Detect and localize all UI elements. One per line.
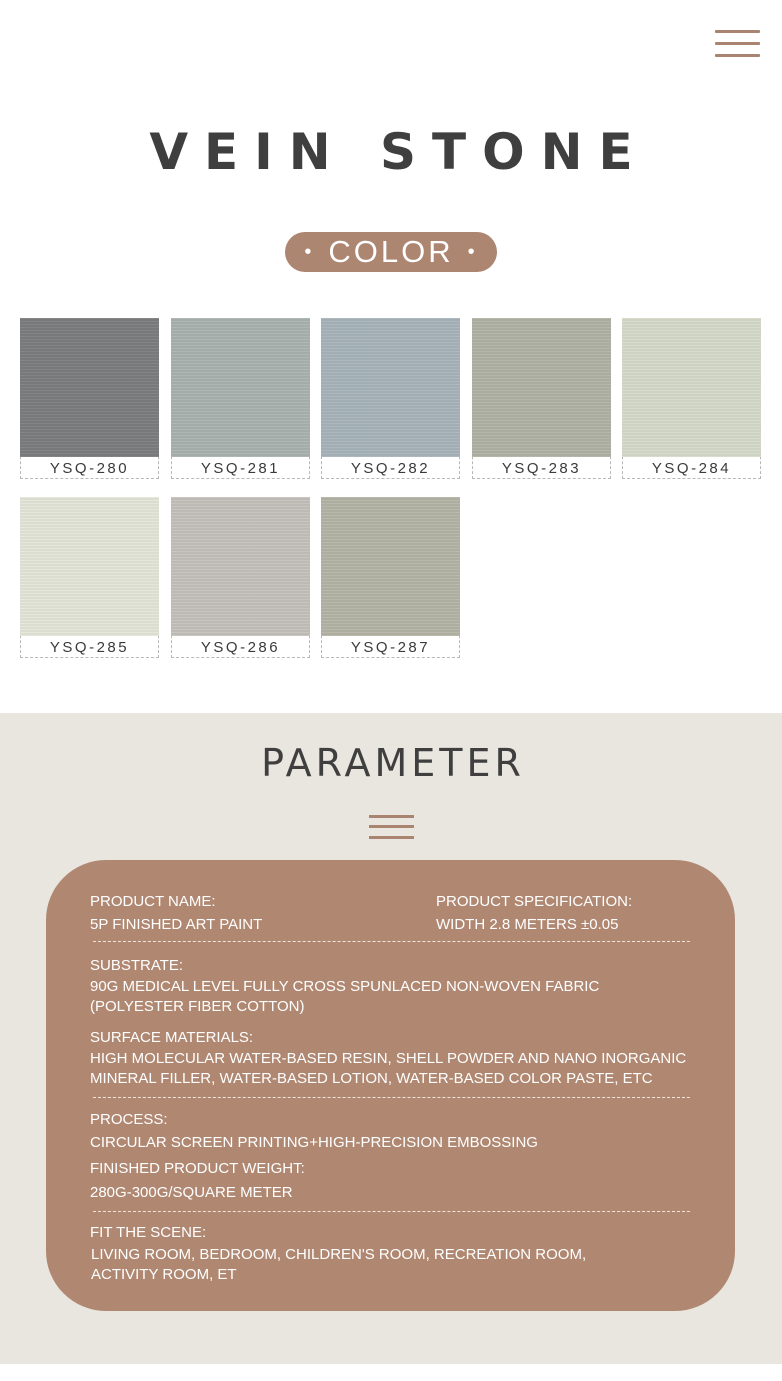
weight-label: FINISHED PRODUCT WEIGHT: <box>90 1160 305 1177</box>
substrate-label: SUBSTRATE: <box>90 957 184 974</box>
scene-line-1: LIVING ROOM, BEDROOM, CHILDREN'S ROOM, RECREATION ROOM, <box>91 1246 587 1263</box>
swatch-code: YSQ-284 <box>651 460 732 477</box>
swatch-code: YSQ-285 <box>49 639 130 656</box>
spec-label: PRODUCT SPECIFICATION: <box>436 893 633 910</box>
divider-line <box>369 825 414 828</box>
hamburger-menu-icon[interactable] <box>715 30 760 58</box>
swatch-image <box>20 497 159 636</box>
dashed-divider <box>93 941 690 942</box>
weight-value: 280G-300G/SQUARE METER <box>90 1184 293 1201</box>
swatch-card[interactable] <box>20 318 159 479</box>
divider-line <box>369 815 414 818</box>
surface-label: SURFACE MATERIALS: <box>90 1029 254 1046</box>
surface-line-2: MINERAL FILLER, WATER-BASED LOTION, WATER-BASED COLOR PASTE, ETC <box>90 1070 653 1087</box>
swatch-image <box>321 497 460 636</box>
parameter-title: PARAMETER <box>261 741 525 785</box>
color-section-label <box>285 232 497 272</box>
page-title: VEIN STONE <box>149 123 649 181</box>
swatch-code: YSQ-280 <box>49 460 130 477</box>
swatch-image <box>171 497 310 636</box>
swatch-card[interactable] <box>321 318 460 479</box>
menu-line <box>715 54 760 57</box>
swatch-code: YSQ-282 <box>350 460 431 477</box>
dashed-divider <box>93 1097 690 1098</box>
bullet-dot-right: • <box>467 240 478 263</box>
menu-lines-icon <box>369 815 414 841</box>
swatch-card[interactable] <box>20 497 159 658</box>
scene-line-2: ACTIVITY ROOM, ET <box>91 1266 237 1283</box>
product-name-label: PRODUCT NAME: <box>90 893 216 910</box>
scene-label: FIT THE SCENE: <box>90 1224 207 1241</box>
swatch-card[interactable] <box>622 318 761 479</box>
swatch-image <box>472 318 611 457</box>
bullet-dot-left: • <box>304 240 315 263</box>
divider-line <box>369 836 414 839</box>
swatch-image <box>321 318 460 457</box>
process-label: PROCESS: <box>90 1111 168 1128</box>
menu-line <box>715 42 760 45</box>
color-label: COLOR <box>328 234 454 269</box>
spec-value: WIDTH 2.8 METERS ±0.05 <box>436 916 619 933</box>
swatch-image <box>171 318 310 457</box>
surface-line-1: HIGH MOLECULAR WATER-BASED RESIN, SHELL POWDER AND NANO INORGANIC <box>90 1050 687 1067</box>
product-name-value: 5P FINISHED ART PAINT <box>90 916 263 933</box>
substrate-line-2: (POLYESTER FIBER COTTON) <box>90 998 305 1015</box>
process-value: CIRCULAR SCREEN PRINTING+HIGH-PRECISION EMBOSSING <box>90 1134 538 1151</box>
swatch-card[interactable] <box>472 318 611 479</box>
swatch-code: YSQ-283 <box>501 460 582 477</box>
swatch-card[interactable] <box>321 497 460 658</box>
dashed-divider <box>93 1211 690 1212</box>
swatch-image <box>622 318 761 457</box>
substrate-line-1: 90G MEDICAL LEVEL FULLY CROSS SPUNLACED NON-WOVEN FABRIC <box>90 978 600 995</box>
swatch-image <box>20 318 159 457</box>
parameter-card <box>46 860 735 1311</box>
menu-line <box>715 30 760 33</box>
swatch-card[interactable] <box>171 318 310 479</box>
swatch-code: YSQ-286 <box>200 639 281 656</box>
swatch-code: YSQ-281 <box>200 460 281 477</box>
swatch-card[interactable] <box>171 497 310 658</box>
swatch-code: YSQ-287 <box>350 639 431 656</box>
